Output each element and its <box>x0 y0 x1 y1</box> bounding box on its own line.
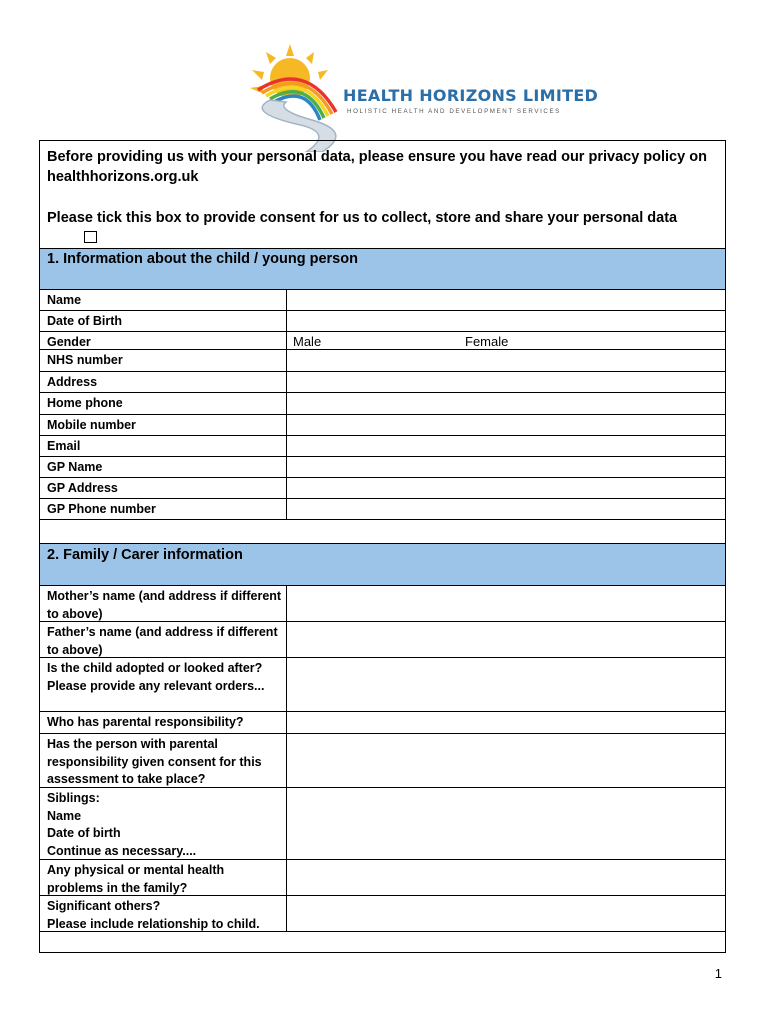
row-label: Address <box>47 375 98 389</box>
row-label: Gender <box>47 335 91 349</box>
consent-text: Please tick this box to provide consent for us to collect, store and share your personal data <box>47 208 707 248</box>
table-row <box>40 393 725 415</box>
section-1-header <box>40 248 725 290</box>
row-label: Is the child adopted or looked after? Please provide any relevant orders... <box>47 661 265 693</box>
row-input-cell[interactable] <box>286 372 725 392</box>
table-row <box>40 457 725 478</box>
section-2-header <box>40 543 725 586</box>
row-label: Has the person with parental responsibility given consent for this assessment to take place? <box>47 737 262 786</box>
row-input-cell[interactable] <box>286 712 725 733</box>
row-input-cell[interactable] <box>286 332 725 349</box>
gender-option-0[interactable]: Male <box>293 334 322 349</box>
row-input-cell[interactable] <box>286 350 725 371</box>
privacy-notice: Before providing us with your personal data, please ensure you have read our privacy policy on healthhorizons.org.uk <box>47 149 707 185</box>
referral-form <box>39 140 726 953</box>
row-label: NHS number <box>47 353 123 367</box>
page-number: 1 <box>714 966 722 981</box>
row-label: Email <box>47 439 81 453</box>
table-row <box>40 499 725 520</box>
row-label: GP Address <box>47 481 118 495</box>
row-label: Name <box>47 293 82 307</box>
row-label: Any physical or mental health problems in the family? <box>47 863 225 895</box>
section-1-title: 1. Information about the child / young person <box>47 251 358 267</box>
row-label: GP Phone number <box>47 502 156 516</box>
table-row <box>40 478 725 499</box>
table-row <box>40 415 725 436</box>
row-input-cell[interactable] <box>286 457 725 477</box>
row-input-cell[interactable] <box>286 311 725 331</box>
table-row <box>40 350 725 372</box>
row-label: Date of Birth <box>47 314 122 328</box>
table-row <box>40 311 725 332</box>
table-row <box>40 290 725 311</box>
row-input-cell[interactable] <box>286 658 725 711</box>
consent-checkbox[interactable] <box>84 231 97 243</box>
consent-block <box>47 147 707 248</box>
row-input-cell[interactable] <box>286 622 725 657</box>
section-2-title: 2. Family / Carer information <box>47 547 243 563</box>
table-row <box>40 860 725 896</box>
row-input-cell[interactable] <box>286 788 725 859</box>
gender-option-1[interactable]: Female <box>465 334 509 349</box>
row-input-cell[interactable] <box>286 860 725 895</box>
row-input-cell[interactable] <box>286 734 725 787</box>
table-row <box>40 436 725 457</box>
row-input-cell[interactable] <box>286 393 725 414</box>
table-row <box>40 622 725 658</box>
row-label: Siblings: Name Date of birth Continue as necessary.... <box>47 791 197 858</box>
row-label: GP Name <box>47 460 103 474</box>
row-label: Mobile number <box>47 418 136 432</box>
logo-subtitle: HOLISTIC HEALTH AND DEVELOPMENT SERVICES <box>347 108 561 115</box>
row-label: Home phone <box>47 396 123 410</box>
table-row <box>40 788 725 860</box>
table-row <box>40 332 725 350</box>
row-input-cell[interactable] <box>286 290 725 310</box>
row-label: Mother’s name (and address if different to above) <box>47 589 282 621</box>
table-row <box>40 712 725 734</box>
row-input-cell[interactable] <box>286 415 725 435</box>
row-input-cell[interactable] <box>286 499 725 519</box>
row-label: Significant others? Please include relationship to child. <box>47 899 260 931</box>
table-row <box>40 586 725 622</box>
table-row <box>40 658 725 712</box>
table-row-spacer <box>40 520 725 542</box>
row-input-cell[interactable] <box>286 478 725 498</box>
logo-title: HEALTH HORIZONS LIMITED <box>343 86 599 105</box>
table-row-spacer <box>40 932 725 953</box>
row-input-cell[interactable] <box>286 436 725 456</box>
table-row <box>40 896 725 932</box>
table-row <box>40 372 725 393</box>
table-row <box>40 734 725 788</box>
row-label: Who has parental responsibility? <box>47 715 244 729</box>
row-label: Father’s name (and address if different to above) <box>47 625 278 657</box>
row-input-cell[interactable] <box>286 896 725 931</box>
row-input-cell[interactable] <box>286 586 725 621</box>
